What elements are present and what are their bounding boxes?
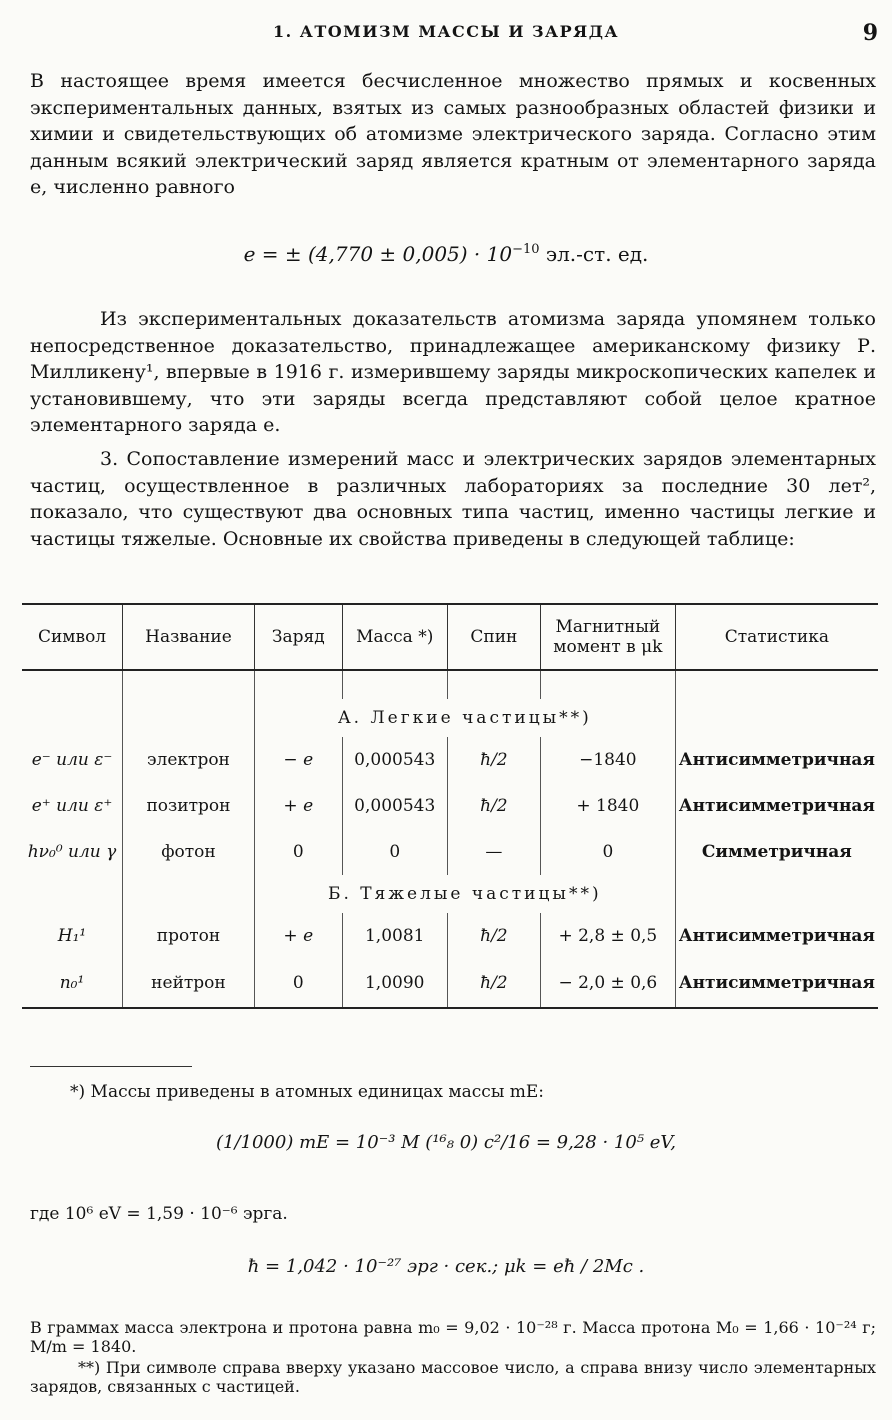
table-row: [22, 959, 878, 1008]
table-row: [22, 783, 878, 829]
cell-mass: 0,000543: [342, 737, 447, 783]
table-header-row: [22, 604, 878, 670]
formula-unit: эл.-ст. ед.: [539, 242, 649, 266]
footnote-erg: где 10⁶ eV = 1,59 · 10⁻⁶ эрга.: [30, 1204, 288, 1224]
group-label-heavy: Б. Тяжелые частицы**): [254, 875, 675, 913]
group-row-light: [22, 699, 878, 737]
cell-symbol: e⁻ или ε⁻: [31, 750, 113, 770]
cell-spin: —: [447, 829, 540, 875]
cell-name: позитрон: [123, 783, 255, 829]
formula-main: e = ± (4,770 ± 0,005) · 10: [243, 242, 513, 266]
col-header-spin: Спин: [447, 604, 540, 670]
cell-statistics: Антисимметричная: [675, 737, 878, 783]
elementary-charge-formula: [0, 242, 892, 266]
cell-mass: 1,0081: [342, 913, 447, 959]
cell-name: фотон: [123, 829, 255, 875]
cell-spin: ħ/2: [447, 783, 540, 829]
cell-moment: + 1840: [541, 783, 676, 829]
cell-mass: 0: [342, 829, 447, 875]
cell-statistics: Антисимметричная: [675, 959, 878, 1008]
col-header-moment: Магнитный момент в μk: [541, 604, 676, 670]
cell-spin: ħ/2: [447, 737, 540, 783]
cell-name: протон: [123, 913, 255, 959]
running-title: 1. АТОМИЗМ МАССЫ И ЗАРЯДА: [273, 22, 619, 41]
cell-spin: ħ/2: [447, 959, 540, 1008]
cell-mass: 1,0090: [342, 959, 447, 1008]
particles-table: [22, 603, 878, 1009]
table-row: [22, 737, 878, 783]
paragraph-atomism-of-charge: В настоящее время имеется бесчисленное множество прямых и косвенных экспериментальных данных, взятых из самых разнообразных областей физики и химии и свидетельствующих об атомизме электрического заряда. Согласно этим данным всякий электрический заряд является кратным от элементарного заряда e, численно равного: [30, 70, 876, 198]
paragraph-millikan: Из экспериментальных доказательств атомизма заряда упомянем только непосредственное доказательство, принадлежащее американскому физику Р. Милликену¹, впервые в 1916 г. измерившему заряды микроскопических капелек и установившему, что эти заряды всегда представляют собой целое кратное элементарного заряда e.: [30, 308, 876, 436]
col-header-statistics: Статистика: [675, 604, 878, 670]
formula-exponent: −10: [512, 242, 540, 257]
cell-charge: + e: [254, 783, 342, 829]
cell-symbol: hν₀⁰ или γ: [27, 842, 117, 862]
footnote-mass-formula: (1/1000) mE = 10⁻³ M (¹⁶₈ 0) c²/16 = 9,28 · 10⁵ eV,: [215, 1132, 676, 1153]
table-row: [22, 913, 878, 959]
cell-symbol: H₁¹: [57, 926, 87, 946]
cell-symbol: e⁺ или ε⁺: [31, 796, 113, 816]
footnote-mass-grams: В граммах масса электрона и протона равна m₀ = 9,02 · 10⁻²⁸ г. Масса протона M₀ = 1,66 · 10⁻²⁴ г; M/m = 1840.: [30, 1318, 876, 1356]
cell-statistics: Антисимметричная: [675, 783, 878, 829]
page-number: 9: [862, 20, 878, 46]
col-header-symbol: Символ: [22, 604, 123, 670]
group-label-light: А. Легкие частицы**): [254, 699, 675, 737]
cell-name: нейтрон: [123, 959, 255, 1008]
cell-charge: + e: [254, 913, 342, 959]
footnote-hbar-formula: ħ = 1,042 · 10⁻²⁷ эрг · сек.; μk = eħ / 2Mc .: [247, 1256, 645, 1277]
table-spacer-row: [22, 670, 878, 699]
cell-statistics: Антисимметричная: [675, 913, 878, 959]
cell-name: электрон: [123, 737, 255, 783]
cell-charge: 0: [254, 829, 342, 875]
cell-moment: − 2,0 ± 0,6: [541, 959, 676, 1008]
col-header-mass: Масса *): [342, 604, 447, 670]
paragraph-particle-types: 3. Сопоставление измерений масс и электрических зарядов элементарных частиц, осуществленное в различных лабораториях за последние 30 лет², показало, что существуют два основных типа частиц, именно частицы легкие и частицы тяжелые. Основные их свойства приведены в следующей таблице:: [30, 448, 876, 550]
cell-moment: −1840: [541, 737, 676, 783]
cell-mass: 0,000543: [342, 783, 447, 829]
footnote-symbol-note: **) При символе справа вверху указано массовое число, а справа внизу число элементарных зарядов, связанных с частицей.: [30, 1358, 876, 1396]
footnote-divider: [30, 1066, 192, 1067]
cell-symbol: n₀¹: [22, 959, 123, 1008]
cell-moment: 0: [541, 829, 676, 875]
cell-moment: + 2,8 ± 0,5: [541, 913, 676, 959]
cell-spin: ħ/2: [447, 913, 540, 959]
footnote-mass-units: *) Массы приведены в атомных единицах массы mE:: [70, 1082, 545, 1102]
group-row-heavy: [22, 875, 878, 913]
col-header-charge: Заряд: [254, 604, 342, 670]
table-row: [22, 829, 878, 875]
cell-statistics: Симметричная: [675, 829, 878, 875]
page-header: [0, 20, 892, 50]
col-header-name: Название: [123, 604, 255, 670]
cell-charge: 0: [254, 959, 342, 1008]
cell-charge: − e: [254, 737, 342, 783]
